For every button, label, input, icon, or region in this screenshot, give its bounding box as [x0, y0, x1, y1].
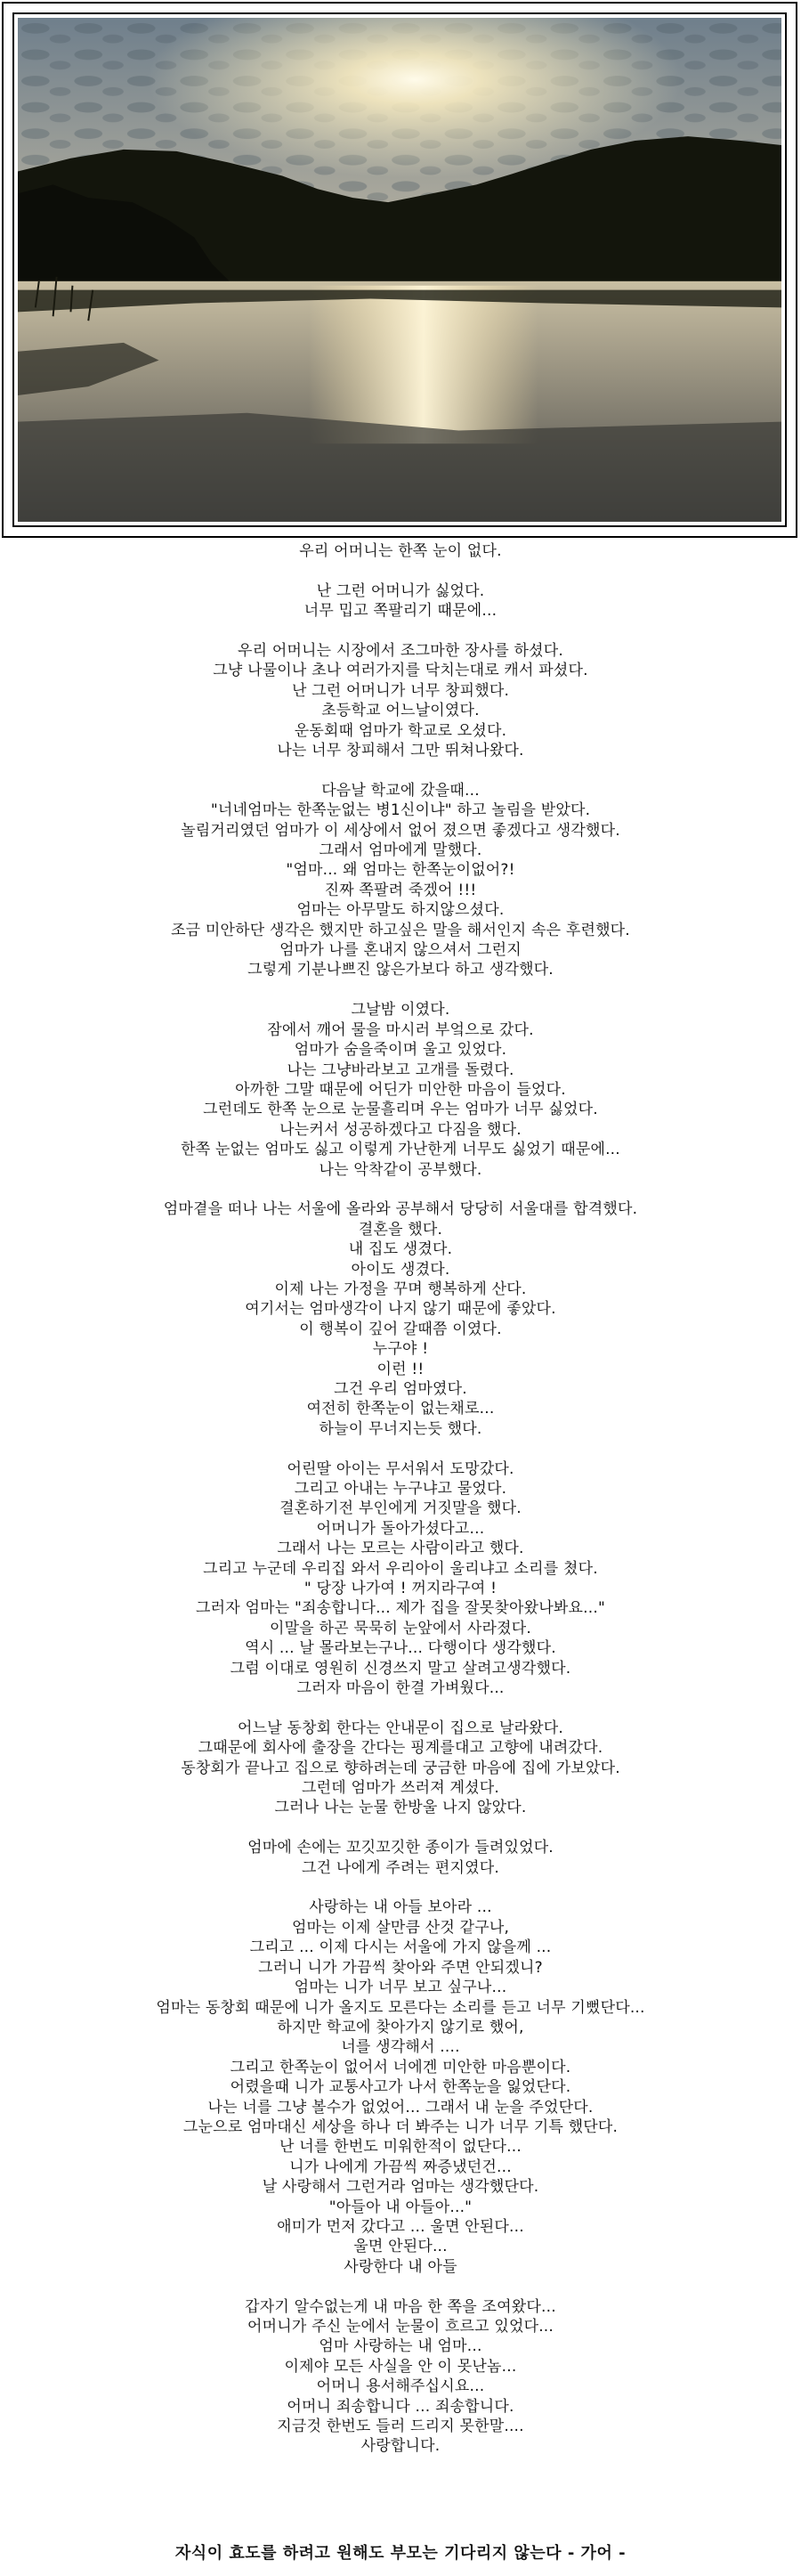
story-line: 어린딸 아이는 무서워서 도망갔다.	[287, 1459, 514, 1478]
stanza	[0, 541, 801, 561]
story-line: 동창회가 끝나고 집으로 향하려는데 궁금한 마음에 집에 가보았다.	[181, 1759, 620, 1777]
story-line: 그래서 엄마에게 말했다.	[319, 841, 482, 860]
story-line: 사랑한다 내 아들	[344, 2257, 457, 2276]
photo-frame	[2, 2, 797, 538]
stanza	[0, 1838, 801, 1878]
story-line: 잠에서 깨어 물을 마시러 부엌으로 갔다.	[267, 1020, 534, 1039]
story-line: 사랑합니다.	[360, 2437, 441, 2456]
photo-inner-border	[12, 12, 787, 527]
story-text	[0, 541, 801, 2476]
closing-proverb: 자식이 효도를 하려고 원해도 부모는 기다리지 않는다 - 가어 -	[174, 2544, 627, 2563]
story-line: 난 그런 어머니가 너무 창피했다.	[291, 681, 510, 700]
story-line: 그건 나에게 주려는 편지였다.	[302, 1858, 499, 1877]
story-line: 사랑하는 내 아들 보아라 ...	[309, 1898, 492, 1917]
stanza	[0, 1719, 801, 1818]
story-line: 아이도 생겼다.	[351, 1260, 450, 1279]
story-line: 그리고 누군데 우리집 와서 우리아이 울리냐고 소리를 쳤다.	[203, 1559, 598, 1578]
stanza	[0, 641, 801, 760]
story-line: 그렇게 기분나쁘진 않은가보다 하고 생각했다.	[247, 961, 554, 979]
story-line: 그래서 나는 모르는 사람이라고 했다.	[277, 1540, 524, 1558]
story-line: 하늘이 무너지는듯 했다.	[319, 1419, 482, 1438]
story-line: 그러자 엄마는 "죄송합니다... 제가 집을 잘못찾아왔나봐요..."	[196, 1599, 605, 1618]
story-line: 운동회때 엄마가 학교로 오셨다.	[294, 721, 507, 740]
stanza	[0, 1199, 801, 1439]
story-line: 내 집도 생겼다.	[348, 1240, 453, 1259]
story-line: 그리고 ... 이제 다시는 서울에 가지 않을께 ...	[249, 1938, 552, 1957]
story-line: 여기서는 엄마생각이 나지 않기 때문에 좋았다.	[245, 1300, 556, 1319]
story-line: 엄마곁을 떠나 나는 서울에 올라와 공부해서 당당히 서울대를 합격했다.	[163, 1200, 638, 1219]
story-line: 엄마는 아무말도 하지않으셨다.	[296, 901, 505, 920]
story-line: 날 사랑해서 그런거라 엄마는 생각했단다.	[262, 2178, 539, 2197]
story-line: 그러니 니가 가끔씩 찾아와 주면 안되겠니?	[258, 1958, 543, 1977]
story-line: 나는 너무 창피해서 그만 뛰쳐나왔다.	[277, 742, 524, 760]
story-line: 어머니 용서해주십시요...	[316, 2377, 485, 2396]
story-line: 난 너를 한번도 미워한적이 없단다...	[279, 2138, 522, 2157]
story-line: 어머니가 주신 눈에서 눈물이 흐르고 있었다...	[247, 2318, 554, 2336]
stanza	[0, 1459, 801, 1699]
story-line: 그눈으로 엄마대신 세상을 하나 더 봐주는 니가 너무 기특 했단다.	[182, 2117, 619, 2136]
story-line: 아까한 그말 때문에 어딘가 미안한 마음이 들었다.	[235, 1080, 566, 1099]
story-line: 나는 그냥바라보고 고개를 돌렸다.	[287, 1060, 514, 1079]
story-line: 엄마는 니가 너무 보고 싶구나...	[294, 1979, 507, 1997]
story-line: 나는 너를 그냥 볼수가 없었어... 그래서 내 눈을 주었단다.	[207, 2098, 594, 2117]
story-line: 조금 미안하단 생각은 했지만 하고싶은 말을 해서인지 속은 후련했다.	[171, 921, 630, 939]
story-line: 결혼을 했다.	[358, 1220, 443, 1239]
stanza	[0, 2297, 801, 2457]
story-line: 진짜 쪽팔려 죽겠어 !!!	[324, 881, 477, 899]
story-line: 엄마는 동창회 때문에 니가 올지도 모른다는 소리를 듣고 너무 기뻤단다...	[156, 1998, 645, 2017]
story-line: " 당장 나가여 ! 꺼지라구여 !	[303, 1580, 498, 1598]
story-line: 그리고 한쪽눈이 없어서 너에겐 미안한 마음뿐이다.	[230, 2058, 571, 2076]
sunset-lake-photo	[18, 18, 781, 522]
story-line: 그런데 엄마가 쓰러져 계셨다.	[302, 1779, 499, 1798]
story-line: 나는 악착같이 공부했다.	[319, 1160, 482, 1179]
story-line: 그런데도 한쪽 눈으로 눈물흘리며 우는 엄마가 너무 싫었다.	[203, 1101, 598, 1119]
story-line: 그럼 이대로 영원히 신경쓰지 말고 살려고생각했다.	[230, 1659, 571, 1678]
story-line: 그냥 나물이나 초나 여러가지를 닥치는대로 캐서 파셨다.	[213, 662, 588, 680]
story-line: "아들아 내 아들아..."	[328, 2198, 473, 2216]
story-line: 그러자 마음이 한결 가벼웠다...	[296, 1679, 505, 1698]
story-line: 난 그런 어머니가 싫었다.	[316, 581, 485, 600]
story-line: 이제야 모든 사실을 안 이 못난놈...	[284, 2357, 517, 2376]
stanza	[0, 581, 801, 622]
story-line: 엄마에 손에는 꼬깃꼬깃한 종이가 들려있었다.	[247, 1839, 554, 1857]
story-line: 한쪽 눈없는 엄마도 싫고 이렇게 가난한게 너무도 싫었기 때문에...	[181, 1141, 620, 1159]
story-line: 다음날 학교에 갔을때...	[321, 781, 480, 800]
story-line: 누구야 !	[372, 1340, 429, 1359]
story-line: 울면 안된다...	[353, 2238, 448, 2256]
story-line: 갑자기 알수없는게 내 마음 한 쪽을 조여왔다...	[245, 2297, 556, 2316]
story-line: 어느날 동창회 한다는 안내문이 집으로 날라왔다.	[237, 1719, 564, 1737]
story-line: "엄마... 왜 엄마는 한쪽눈이없어?!	[286, 861, 515, 880]
story-line: 놀림거리였던 엄마가 이 세상에서 없어 졌으면 좋겠다고 생각했다.	[181, 821, 620, 840]
story-line: 너를 생각해서 ....	[341, 2038, 460, 2057]
story-line: 그날밤 이였다.	[351, 1001, 450, 1020]
story-line: 엄마가 나를 혼내지 않으셔서 그런지	[279, 941, 522, 960]
story-line: 어렸을때 니가 교통사고가 나서 한쪽눈을 잃었단다.	[230, 2078, 571, 2097]
story-line: 우리 어머니는 시장에서 조그마한 장사를 하셨다.	[237, 642, 564, 660]
stanza	[0, 781, 801, 980]
story-line: 초등학교 어느날이였다.	[321, 702, 480, 720]
story-line: 엄마 사랑하는 내 엄마...	[319, 2337, 482, 2356]
story-line: 하지만 학교에 찾아가지 않기로 했어,	[277, 2018, 524, 2036]
story-line: 이 행복이 깊어 갈때쯤 이였다.	[299, 1320, 502, 1338]
story-line: 어머니가 돌아가셨다고...	[316, 1519, 485, 1538]
story-line: 나는커서 성공하겠다고 다짐을 했다.	[279, 1120, 522, 1139]
story-line: 엄마는 이제 살만큼 산것 같구나,	[291, 1918, 510, 1937]
story-line: 너무 밉고 쪽팔리기 때문에...	[303, 602, 498, 621]
story-line: 지금것 한번도 들러 드리지 못한말....	[277, 2418, 524, 2436]
story-line: 결혼하기전 부인에게 거짓말을 했다.	[279, 1499, 522, 1518]
story-line: 이제 나는 가정을 꾸며 행복하게 산다.	[274, 1280, 527, 1298]
story-line: 그리고 아내는 누구냐고 물었다.	[294, 1480, 507, 1498]
story-line: 어머니 죄송합니다 ... 죄송합니다.	[287, 2397, 514, 2416]
story-line: "너네엄마는 한쪽눈없는 병1신이냐" 하고 놀림을 받았다.	[210, 801, 591, 820]
story-line: 역시 ... 날 몰라보는구나... 다행이다 생각했다.	[245, 1639, 556, 1658]
stanza	[0, 1897, 801, 2277]
story-line: 그러나 나는 눈물 한방울 나지 않았다.	[274, 1799, 527, 1817]
stanza	[0, 1000, 801, 1180]
story-line: 그때문에 회사에 출장을 간다는 핑계를대고 고향에 내려갔다.	[198, 1739, 603, 1758]
story-line: 이말을 하곤 묵묵히 눈앞에서 사라졌다.	[270, 1619, 531, 1637]
story-line: 엄마가 숨을죽이며 울고 있었다.	[294, 1041, 507, 1060]
story-line: 이런 !!	[376, 1360, 425, 1378]
story-line: 니가 나에게 가끔씩 짜증냈던건...	[289, 2158, 512, 2176]
story-line: 우리 어머니는 한쪽 눈이 없다.	[299, 542, 502, 560]
story-line: 그건 우리 엄마였다.	[334, 1379, 467, 1398]
story-line: 애미가 먼저 갔다고 ... 울면 안된다...	[277, 2217, 524, 2236]
story-line: 여전히 한쪽눈이 없는채로...	[306, 1400, 495, 1418]
